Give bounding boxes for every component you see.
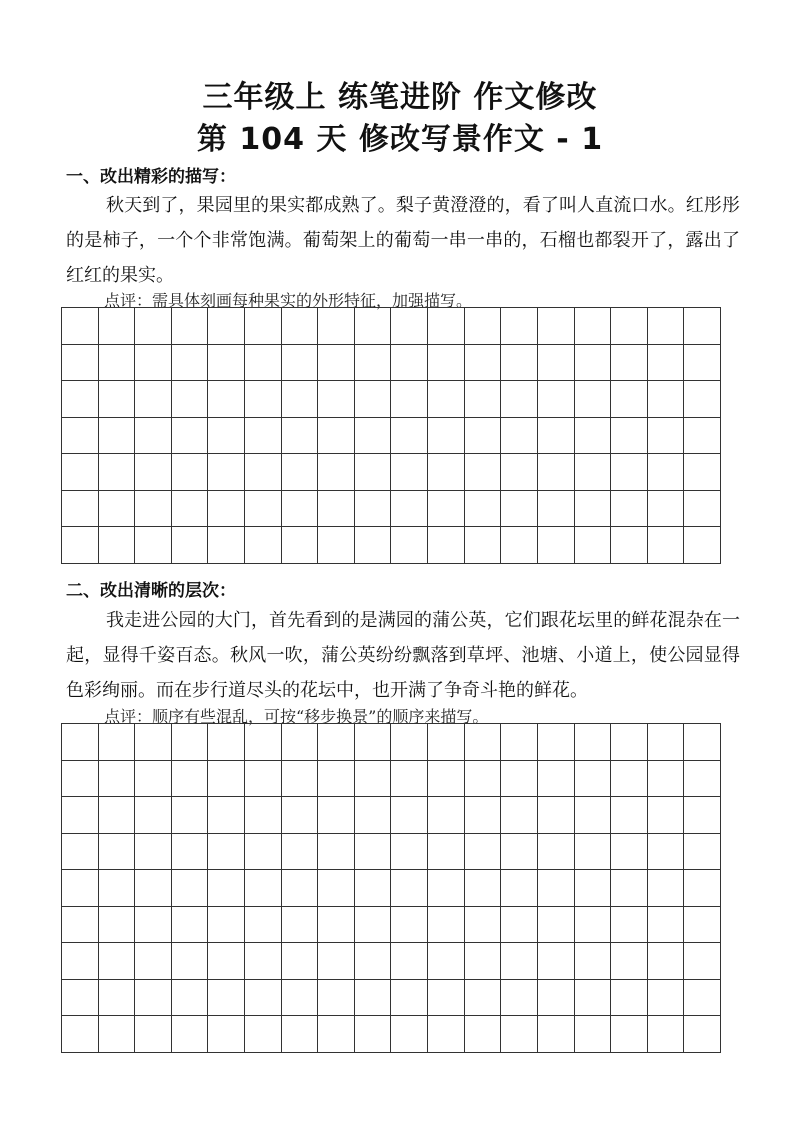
grid-cell[interactable]: [611, 761, 648, 798]
grid-cell[interactable]: [501, 381, 538, 418]
grid-cell[interactable]: [355, 724, 392, 761]
grid-cell[interactable]: [538, 761, 575, 798]
grid-cell[interactable]: [465, 345, 502, 382]
grid-cell[interactable]: [575, 761, 612, 798]
grid-cell[interactable]: [648, 308, 685, 345]
grid-cell[interactable]: [611, 797, 648, 834]
grid-cell[interactable]: [501, 1016, 538, 1053]
grid-cell[interactable]: [245, 1016, 282, 1053]
grid-cell[interactable]: [575, 980, 612, 1017]
grid-cell[interactable]: [391, 381, 428, 418]
grid-cell[interactable]: [501, 834, 538, 871]
grid-cell[interactable]: [428, 724, 465, 761]
writing-grid-1[interactable]: [61, 307, 721, 564]
grid-cell[interactable]: [135, 345, 172, 382]
grid-cell[interactable]: [208, 870, 245, 907]
grid-cell[interactable]: [62, 834, 99, 871]
grid-cell[interactable]: [318, 454, 355, 491]
grid-cell[interactable]: [135, 943, 172, 980]
grid-cell[interactable]: [208, 418, 245, 455]
grid-cell[interactable]: [135, 834, 172, 871]
grid-cell[interactable]: [62, 724, 99, 761]
grid-cell[interactable]: [611, 724, 648, 761]
grid-cell[interactable]: [465, 980, 502, 1017]
grid-cell[interactable]: [99, 381, 136, 418]
grid-cell[interactable]: [611, 345, 648, 382]
section2-heading: 二、改出清晰的层次：: [66, 581, 236, 601]
grid-cell[interactable]: [318, 724, 355, 761]
grid-cell[interactable]: [428, 980, 465, 1017]
grid-cell[interactable]: [575, 454, 612, 491]
grid-cell[interactable]: [575, 907, 612, 944]
grid-cell[interactable]: [318, 797, 355, 834]
grid-cell[interactable]: [245, 907, 282, 944]
grid-cell[interactable]: [428, 761, 465, 798]
grid-cell[interactable]: [611, 527, 648, 564]
grid-cell[interactable]: [465, 870, 502, 907]
grid-cell[interactable]: [62, 761, 99, 798]
grid-cell[interactable]: [538, 345, 575, 382]
grid-cell[interactable]: [208, 308, 245, 345]
grid-cell[interactable]: [428, 491, 465, 528]
grid-cell[interactable]: [135, 308, 172, 345]
grid-cell[interactable]: [575, 724, 612, 761]
grid-cell[interactable]: [208, 527, 245, 564]
grid-cell[interactable]: [318, 527, 355, 564]
grid-cell[interactable]: [611, 943, 648, 980]
grid-cell[interactable]: [245, 834, 282, 871]
grid-cell[interactable]: [135, 980, 172, 1017]
grid-cell[interactable]: [245, 943, 282, 980]
grid-cell[interactable]: [648, 943, 685, 980]
grid-cell[interactable]: [501, 308, 538, 345]
grid-cell[interactable]: [282, 308, 319, 345]
grid-cell[interactable]: [245, 724, 282, 761]
grid-cell[interactable]: [172, 454, 209, 491]
section1-comment: 点评：需具体刻画每种果实的外形特征，加强描写。: [104, 291, 473, 310]
grid-cell[interactable]: [611, 1016, 648, 1053]
grid-cell[interactable]: [501, 980, 538, 1017]
grid-cell[interactable]: [428, 527, 465, 564]
grid-cell[interactable]: [648, 834, 685, 871]
grid-cell[interactable]: [355, 797, 392, 834]
grid-cell[interactable]: [391, 527, 428, 564]
grid-cell[interactable]: [648, 761, 685, 798]
grid-cell[interactable]: [648, 491, 685, 528]
section2-comment: 点评：顺序有些混乱，可按“移步换景”的顺序来描写。: [104, 707, 489, 726]
grid-cell[interactable]: [282, 980, 319, 1017]
grid-cell[interactable]: [648, 870, 685, 907]
grid-cell[interactable]: [135, 418, 172, 455]
grid-cell[interactable]: [428, 834, 465, 871]
grid-cell[interactable]: [684, 834, 721, 871]
grid-cell[interactable]: [465, 308, 502, 345]
grid-cell[interactable]: [684, 761, 721, 798]
grid-cell[interactable]: [391, 980, 428, 1017]
grid-cell[interactable]: [391, 943, 428, 980]
grid-cell[interactable]: [355, 381, 392, 418]
grid-cell[interactable]: [391, 724, 428, 761]
grid-cell[interactable]: [648, 797, 685, 834]
grid-cell[interactable]: [62, 345, 99, 382]
grid-cell[interactable]: [318, 943, 355, 980]
grid-cell[interactable]: [318, 834, 355, 871]
grid-cell[interactable]: [465, 527, 502, 564]
grid-cell[interactable]: [62, 418, 99, 455]
grid-cell[interactable]: [465, 381, 502, 418]
grid-cell[interactable]: [501, 797, 538, 834]
grid-cell[interactable]: [575, 834, 612, 871]
grid-cell[interactable]: [575, 345, 612, 382]
grid-cell[interactable]: [135, 527, 172, 564]
grid-cell[interactable]: [99, 834, 136, 871]
grid-cell[interactable]: [501, 907, 538, 944]
grid-cell[interactable]: [391, 834, 428, 871]
grid-cell[interactable]: [62, 1016, 99, 1053]
grid-cell[interactable]: [99, 345, 136, 382]
grid-cell[interactable]: [391, 870, 428, 907]
grid-cell[interactable]: [282, 381, 319, 418]
grid-cell[interactable]: [465, 418, 502, 455]
grid-cell[interactable]: [538, 907, 575, 944]
grid-cell[interactable]: [172, 308, 209, 345]
grid-cell[interactable]: [355, 761, 392, 798]
grid-cell[interactable]: [538, 980, 575, 1017]
grid-cell[interactable]: [355, 491, 392, 528]
grid-cell[interactable]: [208, 454, 245, 491]
grid-cell[interactable]: [318, 491, 355, 528]
grid-cell[interactable]: [538, 308, 575, 345]
grid-cell[interactable]: [501, 761, 538, 798]
grid-cell[interactable]: [282, 834, 319, 871]
grid-cell[interactable]: [648, 381, 685, 418]
grid-cell[interactable]: [538, 943, 575, 980]
grid-cell[interactable]: [611, 418, 648, 455]
grid-cell[interactable]: [538, 1016, 575, 1053]
grid-cell[interactable]: [428, 797, 465, 834]
grid-cell[interactable]: [648, 724, 685, 761]
grid-cell[interactable]: [648, 454, 685, 491]
grid-cell[interactable]: [428, 308, 465, 345]
grid-cell[interactable]: [282, 345, 319, 382]
grid-cell[interactable]: [318, 345, 355, 382]
grid-cell[interactable]: [208, 943, 245, 980]
grid-cell[interactable]: [538, 418, 575, 455]
grid-cell[interactable]: [465, 1016, 502, 1053]
grid-cell[interactable]: [355, 834, 392, 871]
grid-cell[interactable]: [99, 418, 136, 455]
grid-cell[interactable]: [172, 418, 209, 455]
grid-cell[interactable]: [648, 527, 685, 564]
grid-cell[interactable]: [575, 418, 612, 455]
grid-cell[interactable]: [172, 980, 209, 1017]
grid-cell[interactable]: [465, 834, 502, 871]
grid-cell[interactable]: [318, 980, 355, 1017]
grid-cell[interactable]: [245, 345, 282, 382]
grid-cell[interactable]: [62, 381, 99, 418]
grid-cell[interactable]: [684, 724, 721, 761]
grid-cell[interactable]: [538, 527, 575, 564]
grid-cell[interactable]: [172, 345, 209, 382]
grid-cell[interactable]: [428, 1016, 465, 1053]
grid-cell[interactable]: [575, 1016, 612, 1053]
grid-cell[interactable]: [99, 1016, 136, 1053]
grid-cell[interactable]: [135, 724, 172, 761]
grid-cell[interactable]: [62, 980, 99, 1017]
grid-cell[interactable]: [501, 943, 538, 980]
grid-cell[interactable]: [684, 454, 721, 491]
grid-cell[interactable]: [465, 491, 502, 528]
grid-cell[interactable]: [62, 308, 99, 345]
grid-cell[interactable]: [208, 761, 245, 798]
grid-cell[interactable]: [684, 943, 721, 980]
grid-cell[interactable]: [172, 797, 209, 834]
grid-cell[interactable]: [318, 761, 355, 798]
grid-cell[interactable]: [208, 797, 245, 834]
grid-cell[interactable]: [208, 1016, 245, 1053]
grid-cell[interactable]: [99, 308, 136, 345]
grid-cell[interactable]: [355, 943, 392, 980]
grid-cell[interactable]: [135, 761, 172, 798]
grid-cell[interactable]: [135, 381, 172, 418]
grid-cell[interactable]: [391, 345, 428, 382]
grid-cell[interactable]: [318, 418, 355, 455]
grid-cell[interactable]: [465, 907, 502, 944]
grid-cell[interactable]: [99, 761, 136, 798]
grid-cell[interactable]: [428, 907, 465, 944]
grid-cell[interactable]: [245, 308, 282, 345]
grid-cell[interactable]: [611, 308, 648, 345]
grid-cell[interactable]: [428, 418, 465, 455]
grid-cell[interactable]: [611, 381, 648, 418]
grid-cell[interactable]: [465, 797, 502, 834]
grid-cell[interactable]: [501, 527, 538, 564]
grid-cell[interactable]: [465, 761, 502, 798]
grid-cell[interactable]: [684, 870, 721, 907]
grid-cell[interactable]: [99, 870, 136, 907]
grid-cell[interactable]: [684, 907, 721, 944]
grid-cell[interactable]: [538, 724, 575, 761]
grid-cell[interactable]: [648, 1016, 685, 1053]
grid-cell[interactable]: [538, 454, 575, 491]
grid-cell[interactable]: [501, 870, 538, 907]
grid-cell[interactable]: [318, 381, 355, 418]
grid-cell[interactable]: [391, 1016, 428, 1053]
grid-cell[interactable]: [575, 308, 612, 345]
grid-cell[interactable]: [245, 418, 282, 455]
grid-cell[interactable]: [684, 418, 721, 455]
grid-cell[interactable]: [391, 797, 428, 834]
grid-cell[interactable]: [575, 491, 612, 528]
grid-cell[interactable]: [99, 527, 136, 564]
grid-cell[interactable]: [575, 381, 612, 418]
grid-cell[interactable]: [355, 980, 392, 1017]
grid-cell[interactable]: [684, 308, 721, 345]
grid-cell[interactable]: [684, 1016, 721, 1053]
grid-cell[interactable]: [245, 454, 282, 491]
grid-cell[interactable]: [282, 870, 319, 907]
grid-cell[interactable]: [355, 454, 392, 491]
grid-cell[interactable]: [355, 870, 392, 907]
grid-cell[interactable]: [172, 907, 209, 944]
grid-cell[interactable]: [99, 797, 136, 834]
grid-cell[interactable]: [648, 345, 685, 382]
grid-cell[interactable]: [355, 345, 392, 382]
page-title-line1: 三年级上 练笔进阶 作文修改: [202, 80, 598, 115]
grid-cell[interactable]: [282, 1016, 319, 1053]
grid-cell[interactable]: [355, 907, 392, 944]
grid-cell[interactable]: [99, 724, 136, 761]
grid-cell[interactable]: [282, 907, 319, 944]
grid-cell[interactable]: [465, 724, 502, 761]
grid-cell[interactable]: [684, 797, 721, 834]
grid-cell[interactable]: [99, 491, 136, 528]
grid-cell[interactable]: [684, 491, 721, 528]
grid-cell[interactable]: [648, 907, 685, 944]
grid-cell[interactable]: [355, 418, 392, 455]
grid-cell[interactable]: [391, 454, 428, 491]
grid-cell[interactable]: [245, 980, 282, 1017]
grid-cell[interactable]: [135, 870, 172, 907]
grid-cell[interactable]: [245, 381, 282, 418]
grid-cell[interactable]: [99, 454, 136, 491]
grid-cell[interactable]: [501, 418, 538, 455]
grid-cell[interactable]: [282, 527, 319, 564]
grid-cell[interactable]: [611, 454, 648, 491]
grid-cell[interactable]: [135, 797, 172, 834]
grid-cell[interactable]: [62, 454, 99, 491]
grid-cell[interactable]: [538, 491, 575, 528]
grid-cell[interactable]: [172, 943, 209, 980]
grid-cell[interactable]: [465, 454, 502, 491]
grid-cell[interactable]: [135, 1016, 172, 1053]
grid-cell[interactable]: [611, 907, 648, 944]
grid-cell[interactable]: [684, 381, 721, 418]
grid-cell[interactable]: [684, 980, 721, 1017]
grid-cell[interactable]: [575, 527, 612, 564]
grid-cell[interactable]: [318, 870, 355, 907]
grid-cell[interactable]: [391, 907, 428, 944]
grid-cell[interactable]: [391, 761, 428, 798]
grid-cell[interactable]: [575, 943, 612, 980]
grid-cell[interactable]: [648, 418, 685, 455]
grid-cell[interactable]: [62, 907, 99, 944]
page-title-line2: 第 104 天 修改写景作文 - 1: [196, 122, 604, 157]
grid-cell[interactable]: [318, 907, 355, 944]
grid-cell[interactable]: [172, 1016, 209, 1053]
grid-cell[interactable]: [172, 527, 209, 564]
grid-cell[interactable]: [355, 1016, 392, 1053]
grid-cell[interactable]: [611, 980, 648, 1017]
grid-cell[interactable]: [282, 454, 319, 491]
writing-grid-2[interactable]: [61, 723, 721, 1053]
grid-cell[interactable]: [172, 381, 209, 418]
grid-cell[interactable]: [99, 907, 136, 944]
grid-cell[interactable]: [282, 724, 319, 761]
grid-cell[interactable]: [245, 870, 282, 907]
grid-cell[interactable]: [282, 491, 319, 528]
grid-cell[interactable]: [538, 381, 575, 418]
grid-cell[interactable]: [501, 454, 538, 491]
grid-cell[interactable]: [135, 454, 172, 491]
grid-cell[interactable]: [538, 834, 575, 871]
grid-cell[interactable]: [282, 761, 319, 798]
grid-cell[interactable]: [245, 491, 282, 528]
grid-cell[interactable]: [282, 418, 319, 455]
grid-cell[interactable]: [428, 381, 465, 418]
grid-cell[interactable]: [208, 491, 245, 528]
grid-cell[interactable]: [538, 870, 575, 907]
grid-cell[interactable]: [99, 980, 136, 1017]
grid-cell[interactable]: [172, 491, 209, 528]
section1-heading: 一、改出精彩的描写：: [66, 167, 236, 187]
grid-cell[interactable]: [684, 527, 721, 564]
section2-paragraph: 我走进公园的大门，首先看到的是满园的蒲公英，它们跟花坛里的鲜花混杂在一起，显得千姿百态。秋风一吹，蒲公英纷纷飘落到草坪、池塘、小道上，使公园显得色彩绚丽。而在步行道尽头的花坛中，也开满了争奇斗艳的鲜花。: [66, 610, 740, 701]
grid-cell[interactable]: [208, 724, 245, 761]
grid-cell[interactable]: [172, 870, 209, 907]
grid-cell[interactable]: [135, 907, 172, 944]
grid-cell[interactable]: [245, 527, 282, 564]
grid-cell[interactable]: [428, 345, 465, 382]
grid-cell[interactable]: [465, 943, 502, 980]
grid-cell[interactable]: [245, 761, 282, 798]
grid-cell[interactable]: [62, 870, 99, 907]
grid-cell[interactable]: [611, 834, 648, 871]
grid-cell[interactable]: [611, 491, 648, 528]
grid-cell[interactable]: [208, 345, 245, 382]
grid-cell[interactable]: [172, 834, 209, 871]
grid-cell[interactable]: [611, 870, 648, 907]
grid-cell[interactable]: [62, 527, 99, 564]
grid-cell[interactable]: [648, 980, 685, 1017]
grid-cell[interactable]: [355, 308, 392, 345]
grid-cell[interactable]: [318, 1016, 355, 1053]
grid-cell[interactable]: [208, 980, 245, 1017]
grid-cell[interactable]: [428, 943, 465, 980]
grid-cell[interactable]: [172, 724, 209, 761]
grid-cell[interactable]: [62, 491, 99, 528]
section1-paragraph: 秋天到了，果园里的果实都成熟了。梨子黄澄澄的，看了叫人直流口水。红彤彤的是柿子，一个个非常饱满。葡萄架上的葡萄一串一串的，石榴也都裂开了，露出了红红的果实。: [66, 195, 740, 286]
grid-cell[interactable]: [501, 345, 538, 382]
grid-cell[interactable]: [391, 418, 428, 455]
grid-cell[interactable]: [428, 870, 465, 907]
grid-cell[interactable]: [355, 527, 392, 564]
grid-cell[interactable]: [208, 381, 245, 418]
grid-cell[interactable]: [391, 491, 428, 528]
grid-cell[interactable]: [135, 491, 172, 528]
grid-cell[interactable]: [208, 907, 245, 944]
grid-cell[interactable]: [62, 797, 99, 834]
grid-cell[interactable]: [391, 308, 428, 345]
grid-cell[interactable]: [172, 761, 209, 798]
grid-cell[interactable]: [282, 943, 319, 980]
grid-cell[interactable]: [538, 797, 575, 834]
grid-cell[interactable]: [684, 345, 721, 382]
grid-cell[interactable]: [501, 491, 538, 528]
grid-cell[interactable]: [318, 308, 355, 345]
grid-cell[interactable]: [208, 834, 245, 871]
grid-cell[interactable]: [501, 724, 538, 761]
grid-cell[interactable]: [62, 943, 99, 980]
grid-cell[interactable]: [575, 870, 612, 907]
grid-cell[interactable]: [99, 943, 136, 980]
grid-cell[interactable]: [428, 454, 465, 491]
grid-cell[interactable]: [245, 797, 282, 834]
grid-cell[interactable]: [282, 797, 319, 834]
grid-cell[interactable]: [575, 797, 612, 834]
